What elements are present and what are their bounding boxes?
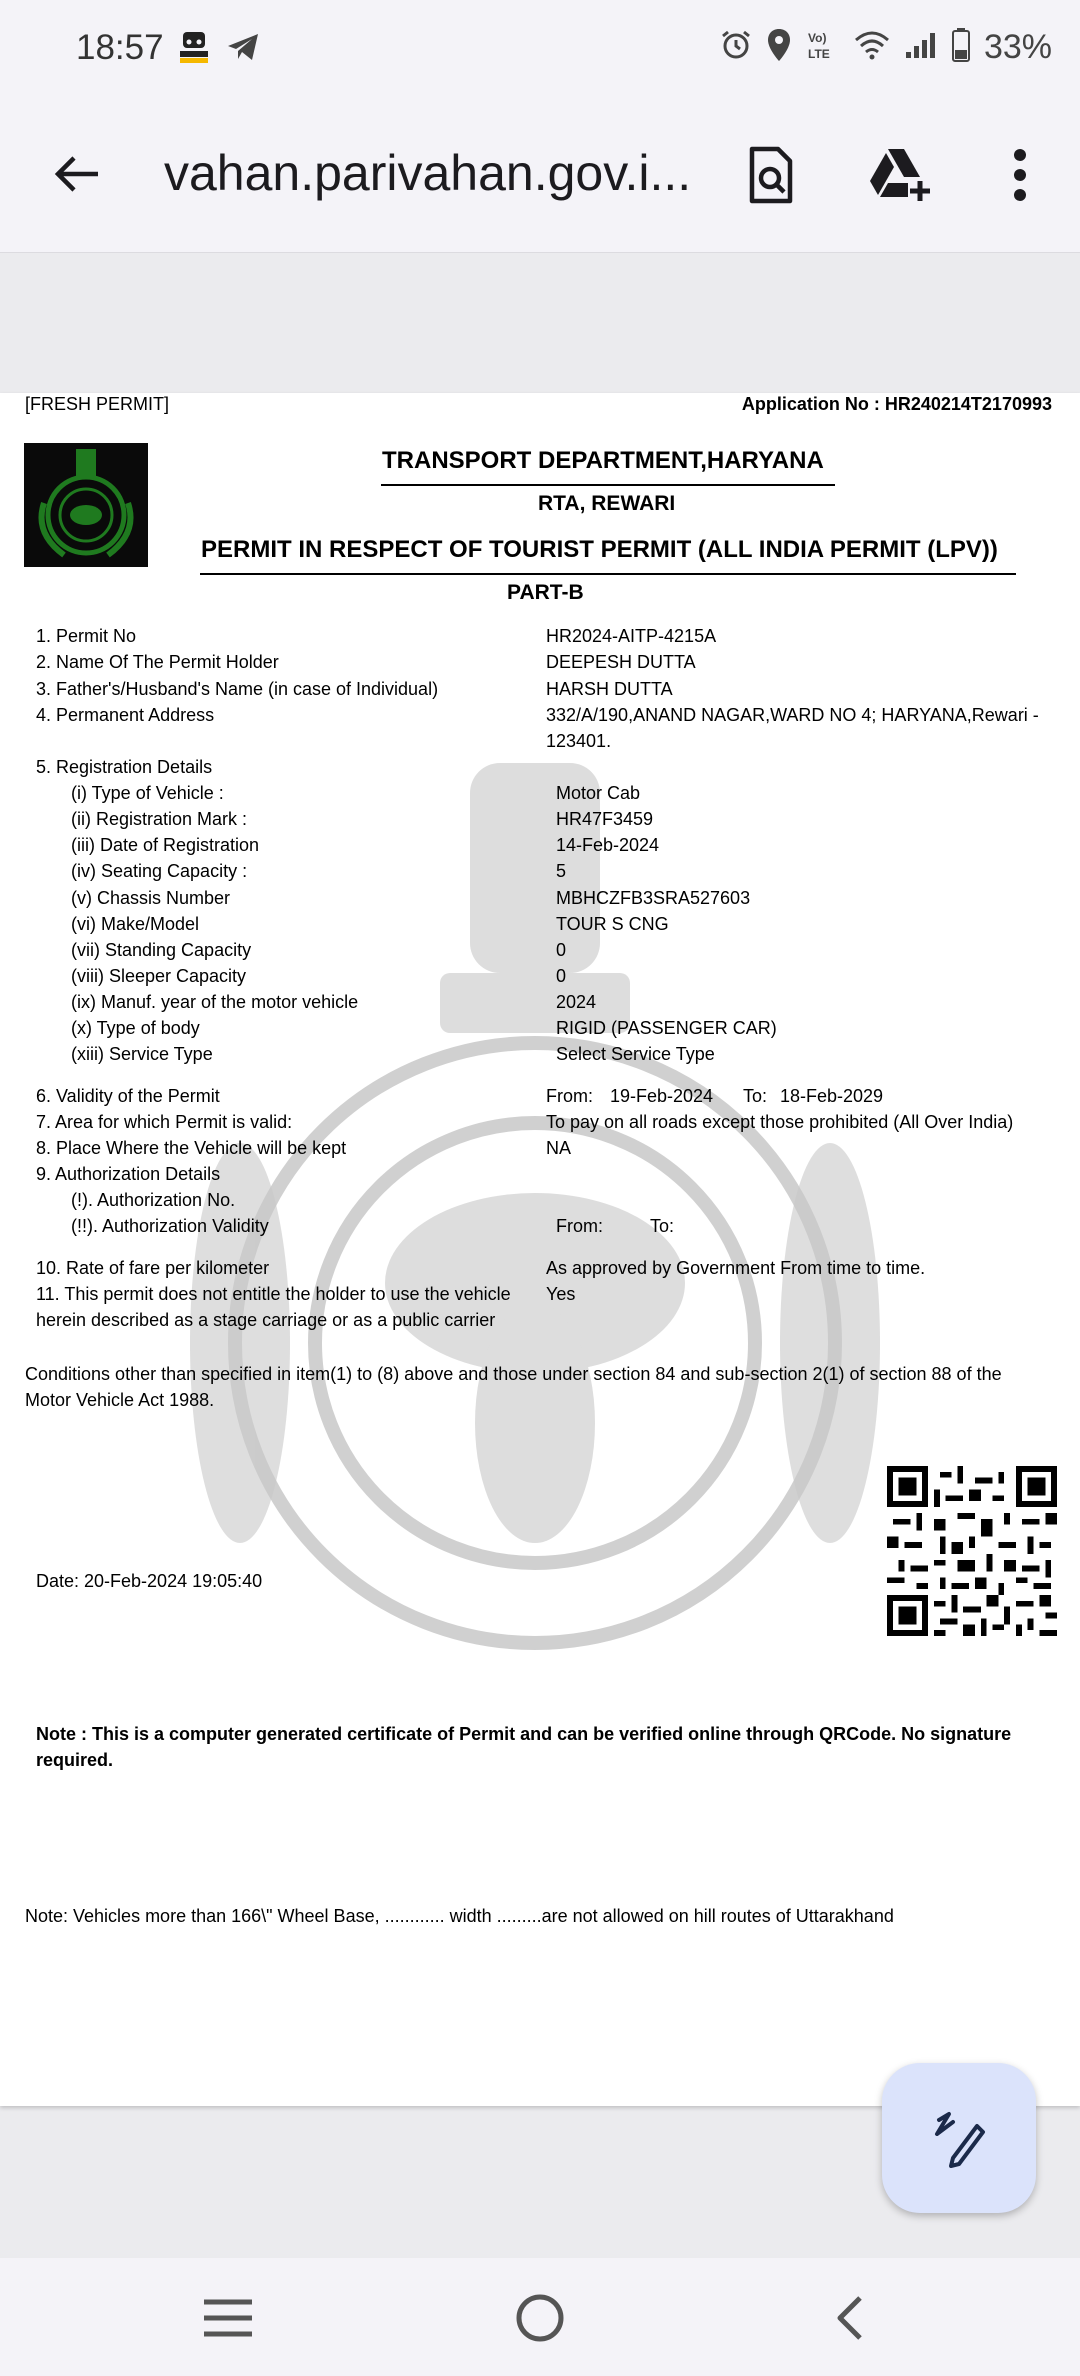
back-icon[interactable]	[815, 2288, 885, 2348]
authorization-from-label: From:	[556, 1216, 603, 1236]
reg-label: (v) Chassis Number	[71, 888, 231, 908]
reg-label: (x) Type of body	[71, 1018, 200, 1038]
fare-value: As approved by Government From time to time.	[546, 1258, 926, 1278]
wifi-icon	[854, 30, 890, 65]
field-label: 3. Father's/Husband's Name (in case of Individual)	[36, 679, 439, 699]
permit-type: [FRESH PERMIT]	[25, 394, 170, 414]
qr-code	[887, 1466, 1057, 1636]
back-arrow-icon[interactable]	[42, 142, 112, 206]
reg-value: Motor Cab	[556, 783, 641, 803]
drive-add-icon[interactable]	[866, 140, 936, 210]
status-bar	[0, 0, 1080, 96]
svg-text:LTE: LTE	[807, 47, 830, 61]
place-label: 8. Place Where the Vehicle will be kept	[36, 1138, 347, 1158]
haryana-emblem-logo	[24, 443, 148, 567]
location-icon	[766, 28, 792, 67]
application-number: Application No : HR240214T2170993	[741, 394, 1052, 414]
field-value-cont: 123401.	[546, 731, 612, 751]
validity-to-label: To:	[743, 1086, 768, 1106]
signal-icon	[904, 30, 938, 65]
volte-icon	[806, 28, 840, 67]
telegram-icon	[226, 32, 260, 67]
validity-label: 6. Validity of the Permit	[36, 1086, 220, 1106]
reg-value: 0	[556, 966, 567, 986]
authorization-to-label: To:	[650, 1216, 675, 1236]
field-value: DEEPESH DUTTA	[546, 652, 696, 672]
reg-label: (iii) Date of Registration	[71, 835, 260, 855]
field-value: 332/A/190,ANAND NAGAR,WARD NO 4; HARYANA,Rewari -	[546, 705, 1039, 725]
authorization-validity-label: (!!). Authorization Validity	[71, 1216, 269, 1236]
more-vert-icon[interactable]	[985, 140, 1055, 210]
reg-label: (xiii) Service Type	[71, 1044, 213, 1064]
home-icon[interactable]	[505, 2288, 575, 2348]
reg-label: (vi) Make/Model	[71, 914, 200, 934]
reg-value: RIGID (PASSENGER CAR)	[556, 1018, 777, 1038]
hill-route-note: Note: Vehicles more than 166\" Wheel Base, ............ width .........are not allowed on hill routes of Uttarakhand	[25, 1906, 894, 1926]
validity-to-date: 18-Feb-2029	[780, 1086, 884, 1106]
permit-title-underline	[200, 573, 1016, 575]
browser-toolbar	[0, 96, 1080, 253]
dept-underline	[381, 484, 835, 486]
stage-carriage-label-cont: herein described as a stage carriage or as a public carrier	[36, 1310, 496, 1330]
reg-value: 5	[556, 861, 567, 881]
reg-value: 14-Feb-2024	[556, 835, 660, 855]
issue-date: Date: 20-Feb-2024 19:05:40	[36, 1571, 263, 1591]
url-text[interactable]: vahan.parivahan.gov.i...	[164, 145, 692, 201]
authorization-no-label: (!). Authorization No.	[71, 1190, 236, 1210]
system-nav-bar	[0, 2258, 1080, 2376]
annotate-fab-button[interactable]	[882, 2063, 1036, 2213]
stage-carriage-value: Yes	[546, 1284, 576, 1304]
field-label: 2. Name Of The Permit Holder	[36, 652, 279, 672]
area-label: 7. Area for which Permit is valid:	[36, 1112, 293, 1132]
recents-icon[interactable]	[193, 2288, 263, 2348]
reg-value: 2024	[556, 992, 597, 1012]
field-value: HR2024-AITP-4215A	[546, 626, 717, 646]
field-value: HARSH DUTTA	[546, 679, 673, 699]
pen-scribble-icon	[929, 2108, 989, 2168]
reg-label: (viii) Sleeper Capacity	[71, 966, 247, 986]
reg-label: (vii) Standing Capacity	[71, 940, 252, 960]
authorization-title: 9. Authorization Details	[36, 1164, 221, 1184]
validity-from-label: From:	[546, 1086, 593, 1106]
computer-generated-note-cont: required.	[36, 1750, 114, 1770]
field-label: 4. Permanent Address	[36, 705, 215, 725]
conditions-text-cont: Motor Vehicle Act 1988.	[25, 1390, 215, 1410]
field-label: 1. Permit No	[36, 626, 137, 646]
place-value: NA	[546, 1138, 572, 1158]
stage-carriage-label: 11. This permit does not entitle the holder to use the vehicle	[36, 1284, 511, 1304]
registration-title: 5. Registration Details	[36, 757, 213, 777]
department-title: TRANSPORT DEPARTMENT,HARYANA	[382, 447, 824, 474]
reg-value: TOUR S CNG	[556, 914, 669, 934]
computer-generated-note: Note : This is a computer generated certificate of Permit and can be verified online through QRCode. No signature	[36, 1724, 1012, 1744]
reg-value: Select Service Type	[556, 1044, 715, 1064]
bazaar-app-icon	[180, 30, 208, 69]
reg-label: (i) Type of Vehicle :	[71, 783, 224, 803]
svg-text:Vo): Vo)	[807, 31, 827, 45]
status-time: 18:57	[76, 28, 164, 67]
battery-icon	[952, 28, 970, 67]
conditions-text: Conditions other than specified in item(1) to (8) above and those under section 84 and sub-section 2(1) of section 88 of the	[25, 1364, 1002, 1384]
reg-value: HR47F3459	[556, 809, 654, 829]
fare-label: 10. Rate of fare per kilometer	[36, 1258, 270, 1278]
area-value: To pay on all roads except those prohibited (All Over India)	[546, 1112, 1014, 1132]
reg-label: (iv) Seating Capacity :	[71, 861, 248, 881]
reg-label: (ii) Registration Mark :	[71, 809, 248, 829]
rta-title: RTA, REWARI	[538, 492, 676, 515]
part-title: PART-B	[507, 581, 584, 604]
permit-title: PERMIT IN RESPECT OF TOURIST PERMIT (ALL INDIA PERMIT (LPV))	[201, 536, 998, 563]
reg-value: 0	[556, 940, 567, 960]
alarm-icon	[720, 29, 752, 66]
reg-value: MBHCZFB3SRA527603	[556, 888, 751, 908]
battery-percent: 33%	[983, 28, 1052, 66]
reg-label: (ix) Manuf. year of the motor vehicle	[71, 992, 359, 1012]
permit-document	[0, 393, 1080, 2106]
validity-from-date: 19-Feb-2024	[610, 1086, 714, 1106]
search-document-icon[interactable]	[736, 140, 806, 210]
